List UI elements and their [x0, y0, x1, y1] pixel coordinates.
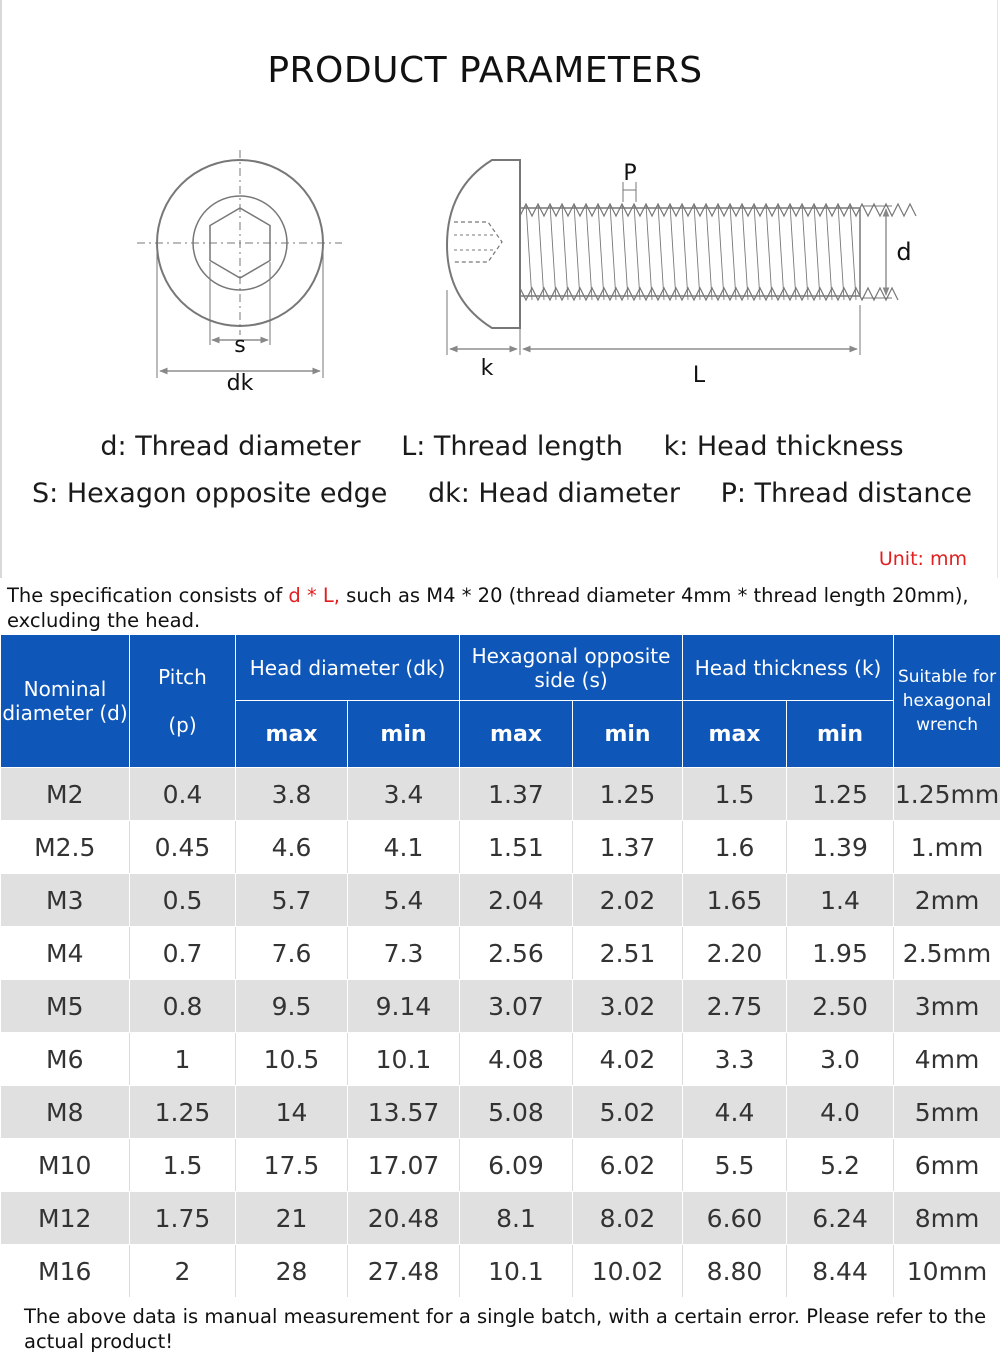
cell-k-max: 1.6: [683, 821, 787, 874]
cell-dk-min: 27.48: [348, 1245, 460, 1298]
footer-note: The above data is manual measurement for a single batch, with a certain error. Please refer to the actual product!: [24, 1304, 994, 1354]
cell-dk-max: 10.5: [236, 1033, 348, 1086]
cell-s-max: 8.1: [460, 1192, 573, 1245]
cell-nominal: M10: [1, 1139, 130, 1192]
cell-s-max: 2.56: [460, 927, 573, 980]
screw-diagram: [2, 140, 1000, 400]
table-row: [1, 1139, 1000, 1192]
cell-dk-max: 17.5: [236, 1139, 348, 1192]
cell-dk-min: 4.1: [348, 821, 460, 874]
cell-k-max: 8.80: [683, 1245, 787, 1298]
header-pitch: [130, 635, 236, 768]
cell-dk-min: 5.4: [348, 874, 460, 927]
cell-s-min: 1.37: [573, 821, 683, 874]
cell-k-min: 1.39: [787, 821, 894, 874]
cell-pitch: 0.8: [130, 980, 236, 1033]
cell-nominal: M12: [1, 1192, 130, 1245]
header-head-diameter: Head diameter (dk): [236, 635, 460, 701]
cell-dk-max: 28: [236, 1245, 348, 1298]
spec-note: [7, 583, 997, 633]
spec-note-before: The specification consists of: [7, 584, 288, 607]
table-row: [1, 1245, 1000, 1298]
header-s-min: min: [573, 701, 683, 768]
legend-thread-length: L: Thread length: [401, 431, 623, 462]
cell-pitch: 1.25: [130, 1086, 236, 1139]
header-pitch-label: Pitch: [158, 665, 207, 689]
cell-s-min: 8.02: [573, 1192, 683, 1245]
spec-note-highlight: d * L,: [288, 584, 340, 607]
cell-pitch: 0.45: [130, 821, 236, 874]
cell-dk-min: 17.07: [348, 1139, 460, 1192]
cell-k-min: 6.24: [787, 1192, 894, 1245]
cell-nominal: M6: [1, 1033, 130, 1086]
spec-table: [0, 634, 1000, 1298]
cell-s-min: 3.02: [573, 980, 683, 1033]
label-l: L: [693, 363, 706, 388]
header-k-max: max: [683, 701, 787, 768]
cell-nominal: M3: [1, 874, 130, 927]
cell-dk-min: 7.3: [348, 927, 460, 980]
cell-pitch: 1.5: [130, 1139, 236, 1192]
cell-k-max: 4.4: [683, 1086, 787, 1139]
cell-pitch: 1.75: [130, 1192, 236, 1245]
table-row: [1, 927, 1000, 980]
cell-k-min: 1.4: [787, 874, 894, 927]
cell-dk-min: 13.57: [348, 1086, 460, 1139]
cell-pitch: 0.5: [130, 874, 236, 927]
header-s-max: max: [460, 701, 573, 768]
cell-nominal: M5: [1, 980, 130, 1033]
cell-s-max: 4.08: [460, 1033, 573, 1086]
cell-pitch: 0.4: [130, 768, 236, 821]
cell-dk-min: 9.14: [348, 980, 460, 1033]
page-title: PRODUCT PARAMETERS: [2, 50, 968, 91]
cell-pitch: 1: [130, 1033, 236, 1086]
cell-k-max: 3.3: [683, 1033, 787, 1086]
cell-wrench: 5mm: [894, 1086, 1000, 1139]
cell-wrench: 4mm: [894, 1033, 1000, 1086]
cell-k-max: 1.65: [683, 874, 787, 927]
header-dk-max: max: [236, 701, 348, 768]
cell-s-max: 6.09: [460, 1139, 573, 1192]
label-dk: dk: [227, 371, 254, 396]
table-row: [1, 1192, 1000, 1245]
cell-k-max: 2.20: [683, 927, 787, 980]
cell-k-max: 6.60: [683, 1192, 787, 1245]
legend-line-1: [2, 431, 1000, 462]
legend-head-diameter: dk: Head diameter: [428, 478, 680, 509]
table-row: [1, 1033, 1000, 1086]
cell-wrench: 3mm: [894, 980, 1000, 1033]
header-nominal-diameter: Nominal diameter (d): [1, 635, 130, 768]
cell-wrench: 2mm: [894, 874, 1000, 927]
cell-k-min: 1.95: [787, 927, 894, 980]
cell-k-min: 2.50: [787, 980, 894, 1033]
label-k: k: [481, 356, 494, 381]
cell-nominal: M2.5: [1, 821, 130, 874]
cell-s-min: 4.02: [573, 1033, 683, 1086]
table-row: [1, 1086, 1000, 1139]
cell-wrench: 2.5mm: [894, 927, 1000, 980]
screw-side-view: [447, 160, 916, 355]
cell-s-min: 5.02: [573, 1086, 683, 1139]
cell-nominal: M2: [1, 768, 130, 821]
cell-dk-max: 9.5: [236, 980, 348, 1033]
cell-dk-max: 21: [236, 1192, 348, 1245]
cell-dk-min: 20.48: [348, 1192, 460, 1245]
label-d: d: [896, 238, 911, 266]
cell-s-min: 10.02: [573, 1245, 683, 1298]
cell-k-min: 3.0: [787, 1033, 894, 1086]
cell-s-min: 6.02: [573, 1139, 683, 1192]
cell-wrench: 10mm: [894, 1245, 1000, 1298]
cell-k-max: 1.5: [683, 768, 787, 821]
legend-thread-diameter: d: Thread diameter: [100, 431, 360, 462]
diagram-panel: [0, 0, 998, 578]
cell-k-min: 5.2: [787, 1139, 894, 1192]
header-wrench: Suitable for hexagonal wrench: [894, 635, 1000, 768]
cell-pitch: 0.7: [130, 927, 236, 980]
cell-s-max: 3.07: [460, 980, 573, 1033]
header-hex-side: Hexagonal opposite side (s): [460, 635, 683, 701]
cell-dk-max: 4.6: [236, 821, 348, 874]
cell-k-max: 2.75: [683, 980, 787, 1033]
header-dk-min: min: [348, 701, 460, 768]
cell-dk-max: 5.7: [236, 874, 348, 927]
cell-k-min: 8.44: [787, 1245, 894, 1298]
cell-dk-min: 3.4: [348, 768, 460, 821]
header-head-thickness: Head thickness (k): [683, 635, 894, 701]
thread-profile-bottom: [520, 288, 898, 300]
cell-dk-min: 10.1: [348, 1033, 460, 1086]
cell-wrench: 6mm: [894, 1139, 1000, 1192]
header-pitch-sub: (p): [168, 713, 196, 737]
spec-note-after: such as M4 * 20 (thread diameter 4mm * thread length 20mm), excluding the head.: [7, 584, 969, 632]
cell-s-max: 10.1: [460, 1245, 573, 1298]
cell-k-min: 4.0: [787, 1086, 894, 1139]
label-s: s: [234, 333, 245, 358]
cell-wrench: 1.25mm: [894, 768, 1000, 821]
cell-k-min: 1.25: [787, 768, 894, 821]
legend-hexagon-edge: S: Hexagon opposite edge: [32, 478, 387, 509]
cell-s-max: 1.37: [460, 768, 573, 821]
cell-s-min: 2.02: [573, 874, 683, 927]
cell-wrench: 8mm: [894, 1192, 1000, 1245]
cell-nominal: M16: [1, 1245, 130, 1298]
cell-s-min: 1.25: [573, 768, 683, 821]
cell-wrench: 1.mm: [894, 821, 1000, 874]
table-row: [1, 821, 1000, 874]
cell-dk-max: 7.6: [236, 927, 348, 980]
table-row: [1, 874, 1000, 927]
cell-nominal: M4: [1, 927, 130, 980]
cell-k-max: 5.5: [683, 1139, 787, 1192]
cell-s-max: 5.08: [460, 1086, 573, 1139]
cell-pitch: 2: [130, 1245, 236, 1298]
table-row: [1, 980, 1000, 1033]
cell-s-min: 2.51: [573, 927, 683, 980]
label-p: P: [623, 161, 636, 186]
legend-line-2: [2, 478, 1000, 509]
cell-nominal: M8: [1, 1086, 130, 1139]
unit-label: Unit: mm: [879, 548, 967, 570]
cell-dk-max: 3.8: [236, 768, 348, 821]
header-k-min: min: [787, 701, 894, 768]
legend-head-thickness: k: Head thickness: [664, 431, 904, 462]
cell-s-max: 2.04: [460, 874, 573, 927]
cell-s-max: 1.51: [460, 821, 573, 874]
cell-dk-max: 14: [236, 1086, 348, 1139]
table-row: [1, 768, 1000, 821]
legend-thread-distance: P: Thread distance: [721, 478, 972, 509]
